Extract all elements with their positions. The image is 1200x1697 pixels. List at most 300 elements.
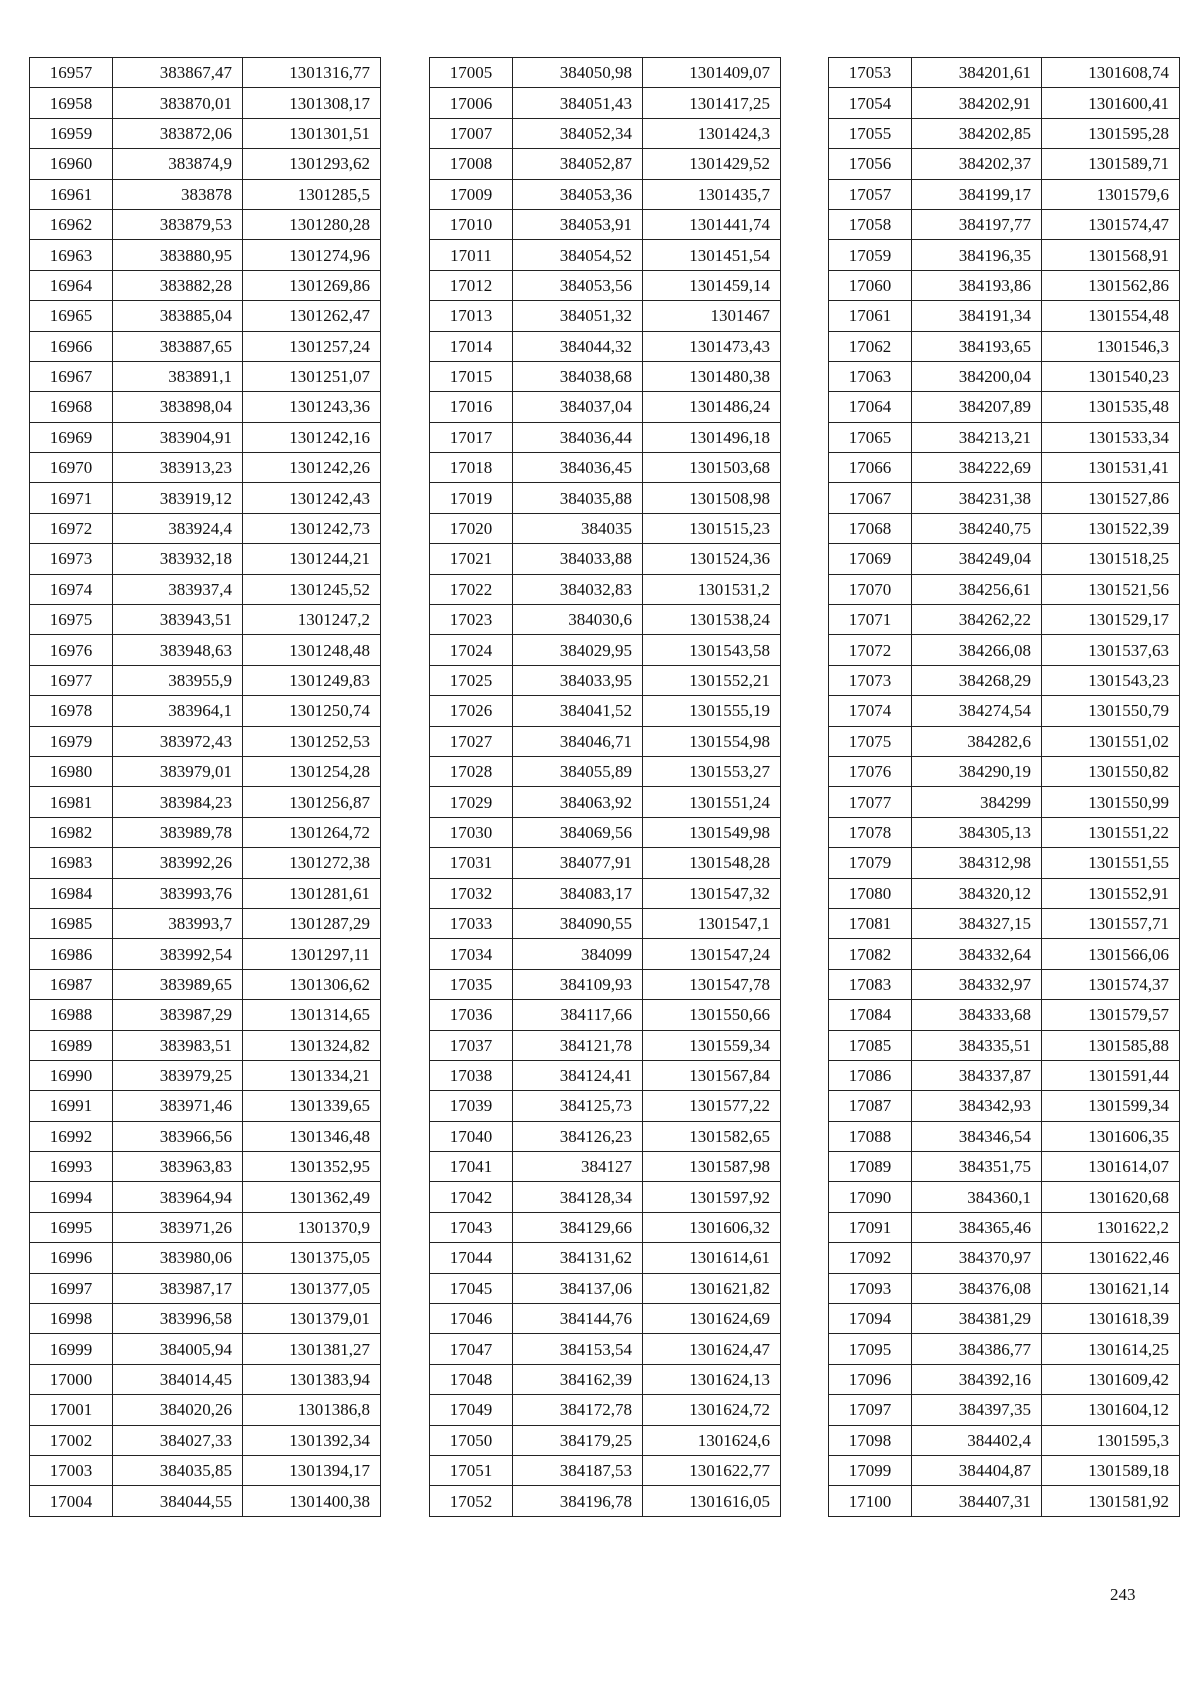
table-row: [829, 179, 1180, 209]
point-number-cell: 17049: [430, 1395, 513, 1425]
y-coordinate-cell: 1301339,65: [243, 1091, 381, 1121]
point-number-cell: 16992: [30, 1121, 113, 1151]
table-row: [430, 453, 781, 483]
table-row: [430, 149, 781, 179]
y-coordinate-cell: 1301252,53: [243, 726, 381, 756]
table-row: [430, 392, 781, 422]
table-row: [430, 1334, 781, 1364]
y-coordinate-cell: 1301550,99: [1042, 787, 1180, 817]
y-coordinate-cell: 1301522,39: [1042, 513, 1180, 543]
y-coordinate-cell: 1301496,18: [643, 422, 781, 452]
x-coordinate-cell: 384128,34: [513, 1182, 643, 1212]
y-coordinate-cell: 1301574,47: [1042, 209, 1180, 239]
table-row: [30, 209, 381, 239]
table-row: [430, 1121, 781, 1151]
x-coordinate-cell: 384240,75: [912, 513, 1042, 543]
point-number-cell: 16986: [30, 939, 113, 969]
point-number-cell: 17079: [829, 848, 912, 878]
x-coordinate-cell: 384376,08: [912, 1273, 1042, 1303]
table-row: [829, 756, 1180, 786]
x-coordinate-cell: 383984,23: [113, 787, 243, 817]
table-row: [829, 1091, 1180, 1121]
point-number-cell: 17073: [829, 665, 912, 695]
x-coordinate-cell: 384036,45: [513, 453, 643, 483]
x-coordinate-cell: 383867,47: [113, 58, 243, 88]
table-row: [829, 1273, 1180, 1303]
table-row: [430, 574, 781, 604]
y-coordinate-cell: 1301540,23: [1042, 361, 1180, 391]
y-coordinate-cell: 1301606,32: [643, 1212, 781, 1242]
y-coordinate-cell: 1301552,91: [1042, 878, 1180, 908]
table-row: [829, 1121, 1180, 1151]
x-coordinate-cell: 383913,23: [113, 453, 243, 483]
x-coordinate-cell: 384262,22: [912, 605, 1042, 635]
x-coordinate-cell: 383992,26: [113, 848, 243, 878]
table-row: [30, 605, 381, 635]
point-number-cell: 16974: [30, 574, 113, 604]
y-coordinate-cell: 1301508,98: [643, 483, 781, 513]
x-coordinate-cell: 384053,91: [513, 209, 643, 239]
point-number-cell: 16970: [30, 453, 113, 483]
x-coordinate-cell: 384029,95: [513, 635, 643, 665]
y-coordinate-cell: 1301314,65: [243, 1000, 381, 1030]
y-coordinate-cell: 1301467: [643, 301, 781, 331]
table-row: [829, 1212, 1180, 1242]
point-number-cell: 17000: [30, 1364, 113, 1394]
table-row: [30, 1304, 381, 1334]
x-coordinate-cell: 384335,51: [912, 1030, 1042, 1060]
y-coordinate-cell: 1301551,24: [643, 787, 781, 817]
point-number-cell: 16995: [30, 1212, 113, 1242]
y-coordinate-cell: 1301574,37: [1042, 969, 1180, 999]
x-coordinate-cell: 384099: [513, 939, 643, 969]
y-coordinate-cell: 1301577,22: [643, 1091, 781, 1121]
table-row: [430, 88, 781, 118]
point-number-cell: 16984: [30, 878, 113, 908]
y-coordinate-cell: 1301417,25: [643, 88, 781, 118]
point-number-cell: 17043: [430, 1212, 513, 1242]
y-coordinate-cell: 1301624,72: [643, 1395, 781, 1425]
table-row: [829, 209, 1180, 239]
y-coordinate-cell: 1301297,11: [243, 939, 381, 969]
x-coordinate-cell: 384053,36: [513, 179, 643, 209]
table-row: [30, 1486, 381, 1516]
y-coordinate-cell: 1301287,29: [243, 908, 381, 938]
table-row: [829, 726, 1180, 756]
y-coordinate-cell: 1301264,72: [243, 817, 381, 847]
y-coordinate-cell: 1301249,83: [243, 665, 381, 695]
y-coordinate-cell: 1301400,38: [243, 1486, 381, 1516]
point-number-cell: 17044: [430, 1243, 513, 1273]
table-row: [829, 1334, 1180, 1364]
x-coordinate-cell: 384033,95: [513, 665, 643, 695]
point-number-cell: 17013: [430, 301, 513, 331]
y-coordinate-cell: 1301547,78: [643, 969, 781, 999]
x-coordinate-cell: 384131,62: [513, 1243, 643, 1273]
x-coordinate-cell: 384126,23: [513, 1121, 643, 1151]
point-number-cell: 16960: [30, 149, 113, 179]
x-coordinate-cell: 383972,43: [113, 726, 243, 756]
table-row: [30, 118, 381, 148]
x-coordinate-cell: 383872,06: [113, 118, 243, 148]
table-row: [829, 118, 1180, 148]
point-number-cell: 17078: [829, 817, 912, 847]
coordinates-table-1: [29, 57, 381, 1517]
y-coordinate-cell: 1301553,27: [643, 756, 781, 786]
y-coordinate-cell: 1301551,55: [1042, 848, 1180, 878]
point-number-cell: 16980: [30, 756, 113, 786]
x-coordinate-cell: 384381,29: [912, 1304, 1042, 1334]
table-row: [430, 1304, 781, 1334]
x-coordinate-cell: 384342,93: [912, 1091, 1042, 1121]
y-coordinate-cell: 1301579,57: [1042, 1000, 1180, 1030]
point-number-cell: 17052: [430, 1486, 513, 1516]
table-row: [829, 574, 1180, 604]
table-row: [829, 665, 1180, 695]
x-coordinate-cell: 384144,76: [513, 1304, 643, 1334]
table-row: [30, 726, 381, 756]
x-coordinate-cell: 384187,53: [513, 1455, 643, 1485]
point-number-cell: 17057: [829, 179, 912, 209]
x-coordinate-cell: 384351,75: [912, 1152, 1042, 1182]
x-coordinate-cell: 384197,77: [912, 209, 1042, 239]
y-coordinate-cell: 1301293,62: [243, 149, 381, 179]
x-coordinate-cell: 383943,51: [113, 605, 243, 635]
table-row: [30, 665, 381, 695]
y-coordinate-cell: 1301622,77: [643, 1455, 781, 1485]
y-coordinate-cell: 1301599,34: [1042, 1091, 1180, 1121]
y-coordinate-cell: 1301604,12: [1042, 1395, 1180, 1425]
point-number-cell: 17037: [430, 1030, 513, 1060]
y-coordinate-cell: 1301624,6: [643, 1425, 781, 1455]
table-row: [30, 88, 381, 118]
y-coordinate-cell: 1301281,61: [243, 878, 381, 908]
x-coordinate-cell: 384193,86: [912, 270, 1042, 300]
point-number-cell: 17012: [430, 270, 513, 300]
y-coordinate-cell: 1301557,71: [1042, 908, 1180, 938]
x-coordinate-cell: 383983,51: [113, 1030, 243, 1060]
x-coordinate-cell: 384332,64: [912, 939, 1042, 969]
table-row: [30, 453, 381, 483]
point-number-cell: 17081: [829, 908, 912, 938]
table-row: [30, 1364, 381, 1394]
point-number-cell: 17024: [430, 635, 513, 665]
table-row: [30, 513, 381, 543]
table-row: [829, 453, 1180, 483]
point-number-cell: 17072: [829, 635, 912, 665]
y-coordinate-cell: 1301616,05: [643, 1486, 781, 1516]
table-row: [829, 878, 1180, 908]
y-coordinate-cell: 1301248,48: [243, 635, 381, 665]
x-coordinate-cell: 384077,91: [513, 848, 643, 878]
y-coordinate-cell: 1301614,61: [643, 1243, 781, 1273]
y-coordinate-cell: 1301548,28: [643, 848, 781, 878]
table-row: [829, 1304, 1180, 1334]
coordinates-table-3: [828, 57, 1180, 1517]
point-number-cell: 16977: [30, 665, 113, 695]
table-row: [829, 969, 1180, 999]
x-coordinate-cell: 383955,9: [113, 665, 243, 695]
x-coordinate-cell: 384037,04: [513, 392, 643, 422]
table-row: [30, 483, 381, 513]
y-coordinate-cell: 1301486,24: [643, 392, 781, 422]
y-coordinate-cell: 1301377,05: [243, 1273, 381, 1303]
point-number-cell: 16993: [30, 1152, 113, 1182]
y-coordinate-cell: 1301308,17: [243, 88, 381, 118]
table-row: [430, 665, 781, 695]
y-coordinate-cell: 1301250,74: [243, 696, 381, 726]
x-coordinate-cell: 383979,25: [113, 1060, 243, 1090]
x-coordinate-cell: 383870,01: [113, 88, 243, 118]
point-number-cell: 17056: [829, 149, 912, 179]
x-coordinate-cell: 383979,01: [113, 756, 243, 786]
x-coordinate-cell: 383993,7: [113, 908, 243, 938]
point-number-cell: 17080: [829, 878, 912, 908]
table-row: [829, 1182, 1180, 1212]
x-coordinate-cell: 384030,6: [513, 605, 643, 635]
y-coordinate-cell: 1301262,47: [243, 301, 381, 331]
point-number-cell: 17063: [829, 361, 912, 391]
y-coordinate-cell: 1301547,1: [643, 908, 781, 938]
y-coordinate-cell: 1301375,05: [243, 1243, 381, 1273]
x-coordinate-cell: 383996,58: [113, 1304, 243, 1334]
point-number-cell: 16990: [30, 1060, 113, 1090]
x-coordinate-cell: 384063,92: [513, 787, 643, 817]
table-row: [30, 361, 381, 391]
y-coordinate-cell: 1301381,27: [243, 1334, 381, 1364]
y-coordinate-cell: 1301595,3: [1042, 1425, 1180, 1455]
table-row: [30, 908, 381, 938]
point-number-cell: 16999: [30, 1334, 113, 1364]
x-coordinate-cell: 383987,29: [113, 1000, 243, 1030]
x-coordinate-cell: 384036,44: [513, 422, 643, 452]
table-row: [30, 240, 381, 270]
point-number-cell: 17071: [829, 605, 912, 635]
point-number-cell: 17083: [829, 969, 912, 999]
x-coordinate-cell: 384124,41: [513, 1060, 643, 1090]
point-number-cell: 17092: [829, 1243, 912, 1273]
point-number-cell: 16966: [30, 331, 113, 361]
x-coordinate-cell: 384268,29: [912, 665, 1042, 695]
table-row: [829, 361, 1180, 391]
table-row: [829, 696, 1180, 726]
table-row: [430, 1273, 781, 1303]
y-coordinate-cell: 1301533,34: [1042, 422, 1180, 452]
x-coordinate-cell: 383966,56: [113, 1121, 243, 1151]
table-row: [30, 756, 381, 786]
table-row: [30, 969, 381, 999]
table-row: [829, 331, 1180, 361]
table-row: [430, 544, 781, 574]
x-coordinate-cell: 383948,63: [113, 635, 243, 665]
table-row: [430, 726, 781, 756]
y-coordinate-cell: 1301554,48: [1042, 301, 1180, 331]
table-row: [430, 1152, 781, 1182]
point-number-cell: 17051: [430, 1455, 513, 1485]
y-coordinate-cell: 1301269,86: [243, 270, 381, 300]
point-number-cell: 16963: [30, 240, 113, 270]
x-coordinate-cell: 384201,61: [912, 58, 1042, 88]
table-row: [30, 422, 381, 452]
y-coordinate-cell: 1301306,62: [243, 969, 381, 999]
x-coordinate-cell: 384207,89: [912, 392, 1042, 422]
table-row: [30, 149, 381, 179]
y-coordinate-cell: 1301589,71: [1042, 149, 1180, 179]
x-coordinate-cell: 384404,87: [912, 1455, 1042, 1485]
table-row: [430, 331, 781, 361]
table-row: [430, 301, 781, 331]
x-coordinate-cell: 383874,9: [113, 149, 243, 179]
table-row: [30, 1182, 381, 1212]
point-number-cell: 17098: [829, 1425, 912, 1455]
point-number-cell: 17091: [829, 1212, 912, 1242]
y-coordinate-cell: 1301567,84: [643, 1060, 781, 1090]
table-row: [829, 1364, 1180, 1394]
x-coordinate-cell: 383987,17: [113, 1273, 243, 1303]
y-coordinate-cell: 1301527,86: [1042, 483, 1180, 513]
table-row: [30, 696, 381, 726]
y-coordinate-cell: 1301559,34: [643, 1030, 781, 1060]
y-coordinate-cell: 1301451,54: [643, 240, 781, 270]
table-row: [30, 848, 381, 878]
point-number-cell: 17026: [430, 696, 513, 726]
table-row: [30, 817, 381, 847]
table-row: [829, 1455, 1180, 1485]
y-coordinate-cell: 1301547,32: [643, 878, 781, 908]
x-coordinate-cell: 384202,91: [912, 88, 1042, 118]
y-coordinate-cell: 1301272,38: [243, 848, 381, 878]
x-coordinate-cell: 383879,53: [113, 209, 243, 239]
point-number-cell: 17069: [829, 544, 912, 574]
y-coordinate-cell: 1301591,44: [1042, 1060, 1180, 1090]
y-coordinate-cell: 1301614,07: [1042, 1152, 1180, 1182]
table-row: [829, 422, 1180, 452]
point-number-cell: 16961: [30, 179, 113, 209]
y-coordinate-cell: 1301614,25: [1042, 1334, 1180, 1364]
x-coordinate-cell: 384305,13: [912, 817, 1042, 847]
point-number-cell: 17004: [30, 1486, 113, 1516]
y-coordinate-cell: 1301621,82: [643, 1273, 781, 1303]
y-coordinate-cell: 1301459,14: [643, 270, 781, 300]
x-coordinate-cell: 384153,54: [513, 1334, 643, 1364]
table-row: [829, 544, 1180, 574]
table-row: [30, 1152, 381, 1182]
point-number-cell: 16969: [30, 422, 113, 452]
x-coordinate-cell: 384397,35: [912, 1395, 1042, 1425]
y-coordinate-cell: 1301480,38: [643, 361, 781, 391]
x-coordinate-cell: 384083,17: [513, 878, 643, 908]
x-coordinate-cell: 384196,35: [912, 240, 1042, 270]
point-number-cell: 16991: [30, 1091, 113, 1121]
y-coordinate-cell: 1301324,82: [243, 1030, 381, 1060]
x-coordinate-cell: 384196,78: [513, 1486, 643, 1516]
y-coordinate-cell: 1301521,56: [1042, 574, 1180, 604]
y-coordinate-cell: 1301346,48: [243, 1121, 381, 1151]
y-coordinate-cell: 1301551,22: [1042, 817, 1180, 847]
table-row: [829, 392, 1180, 422]
x-coordinate-cell: 384044,32: [513, 331, 643, 361]
point-number-cell: 16982: [30, 817, 113, 847]
coordinates-table-2: [429, 57, 781, 1517]
y-coordinate-cell: 1301606,35: [1042, 1121, 1180, 1151]
point-number-cell: 17041: [430, 1152, 513, 1182]
page-number: 243: [1110, 1585, 1136, 1604]
table-row: [829, 1030, 1180, 1060]
y-coordinate-cell: 1301257,24: [243, 331, 381, 361]
x-coordinate-cell: 384035,85: [113, 1455, 243, 1485]
table-row: [829, 1425, 1180, 1455]
point-number-cell: 16975: [30, 605, 113, 635]
point-number-cell: 16957: [30, 58, 113, 88]
table-row: [30, 1425, 381, 1455]
point-number-cell: 17036: [430, 1000, 513, 1030]
x-coordinate-cell: 383993,76: [113, 878, 243, 908]
table-row: [829, 635, 1180, 665]
table-row: [430, 58, 781, 88]
point-number-cell: 17001: [30, 1395, 113, 1425]
x-coordinate-cell: 384337,87: [912, 1060, 1042, 1090]
y-coordinate-cell: 1301621,14: [1042, 1273, 1180, 1303]
y-coordinate-cell: 1301547,24: [643, 939, 781, 969]
point-number-cell: 17084: [829, 1000, 912, 1030]
y-coordinate-cell: 1301535,48: [1042, 392, 1180, 422]
point-number-cell: 17038: [430, 1060, 513, 1090]
y-coordinate-cell: 1301543,58: [643, 635, 781, 665]
table-row: [30, 1395, 381, 1425]
table-row: [430, 1030, 781, 1060]
table-row: [430, 817, 781, 847]
table-row: [430, 361, 781, 391]
table-row: [430, 939, 781, 969]
x-coordinate-cell: 383989,78: [113, 817, 243, 847]
point-number-cell: 17097: [829, 1395, 912, 1425]
x-coordinate-cell: 383898,04: [113, 392, 243, 422]
point-number-cell: 16998: [30, 1304, 113, 1334]
table-row: [30, 58, 381, 88]
y-coordinate-cell: 1301562,86: [1042, 270, 1180, 300]
table-row: [430, 756, 781, 786]
point-number-cell: 16997: [30, 1273, 113, 1303]
x-coordinate-cell: 384202,85: [912, 118, 1042, 148]
x-coordinate-cell: 384035: [513, 513, 643, 543]
y-coordinate-cell: 1301280,28: [243, 209, 381, 239]
x-coordinate-cell: 383904,91: [113, 422, 243, 452]
y-coordinate-cell: 1301316,77: [243, 58, 381, 88]
point-number-cell: 17039: [430, 1091, 513, 1121]
x-coordinate-cell: 384109,93: [513, 969, 643, 999]
x-coordinate-cell: 384327,15: [912, 908, 1042, 938]
point-number-cell: 17008: [430, 149, 513, 179]
x-coordinate-cell: 384014,45: [113, 1364, 243, 1394]
table-row: [30, 331, 381, 361]
table-row: [30, 1121, 381, 1151]
point-number-cell: 17059: [829, 240, 912, 270]
point-number-cell: 17031: [430, 848, 513, 878]
table-row: [30, 787, 381, 817]
table-row: [430, 1486, 781, 1516]
table-row: [430, 118, 781, 148]
table-row: [829, 88, 1180, 118]
point-number-cell: 16962: [30, 209, 113, 239]
y-coordinate-cell: 1301622,2: [1042, 1212, 1180, 1242]
x-coordinate-cell: 384172,78: [513, 1395, 643, 1425]
x-coordinate-cell: 384346,54: [912, 1121, 1042, 1151]
y-coordinate-cell: 1301334,21: [243, 1060, 381, 1090]
table-row: [430, 270, 781, 300]
y-coordinate-cell: 1301254,28: [243, 756, 381, 786]
x-coordinate-cell: 384032,83: [513, 574, 643, 604]
point-number-cell: 17009: [430, 179, 513, 209]
